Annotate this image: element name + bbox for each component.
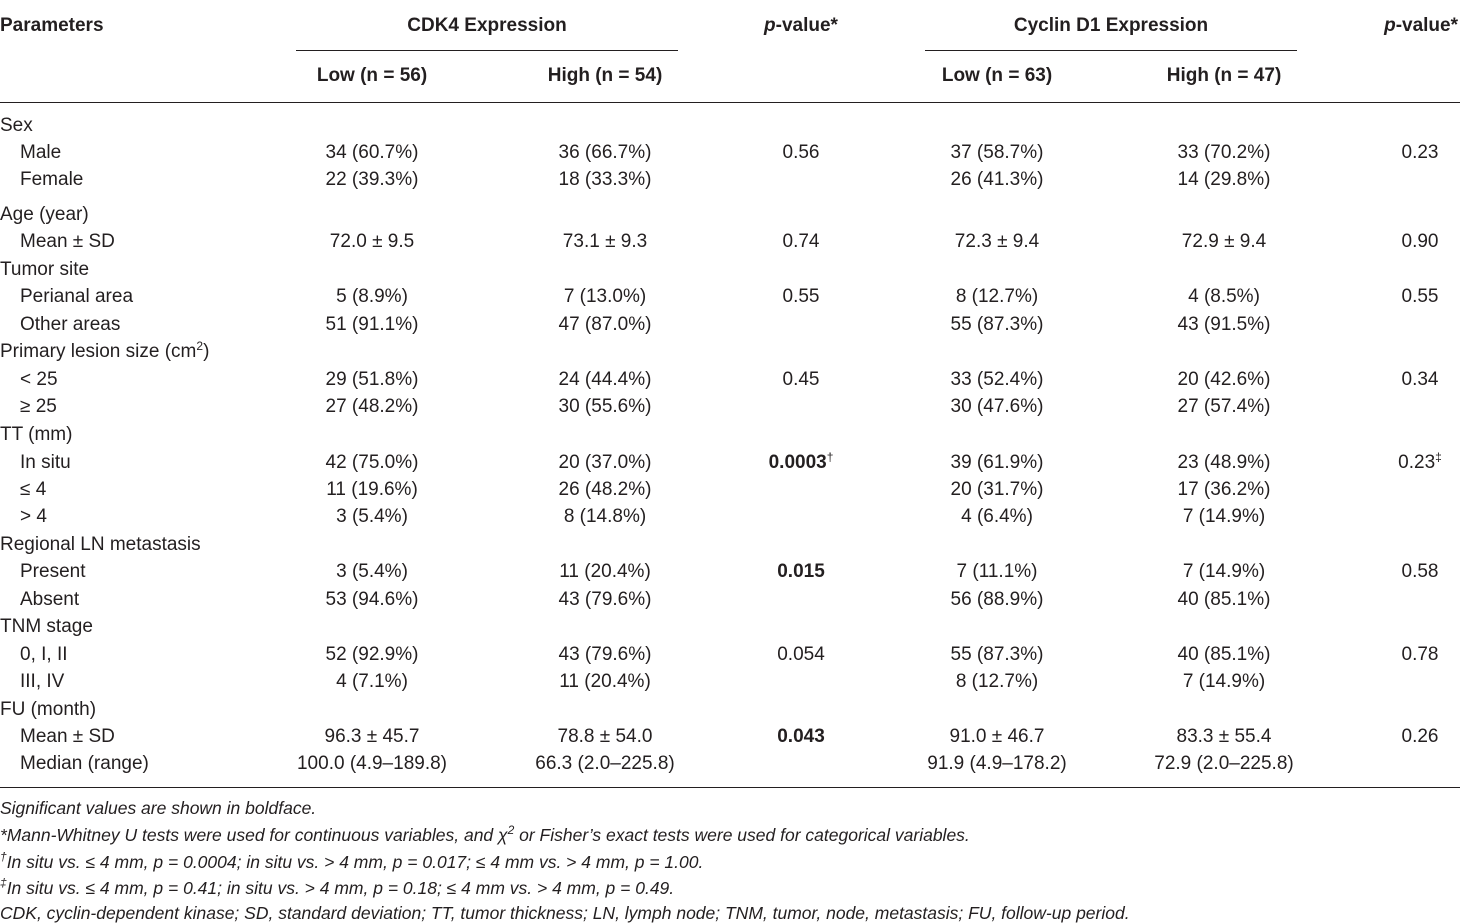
table-cell: 8 (12.7%) [955, 286, 1039, 307]
table-cell: 22 (39.3%) [325, 169, 419, 190]
p-value-cell: 0.74 [782, 231, 820, 252]
p-value-cell: 0.56 [782, 142, 820, 163]
table-cell: 20 (31.7%) [950, 479, 1044, 500]
table-cell: 5 (8.9%) [336, 286, 408, 307]
row-sublabel: 0, I, II [20, 644, 68, 665]
p-value-cell: 0.55 [1401, 286, 1439, 307]
table-cell: 20 (37.0%) [558, 452, 652, 473]
row-category-label: Primary lesion size $(cm^2)$ [0, 339, 210, 362]
header-bottom-rule [0, 102, 1460, 103]
p-value-cell: 0.90 [1401, 231, 1439, 252]
row-sublabel: In situ [20, 452, 71, 473]
p-value-cell: 0.58 [1401, 561, 1439, 582]
table-cell: 100.0 (4.9–189.8) [296, 753, 448, 774]
row-sublabel: ≤ 4 [20, 479, 47, 500]
table-cell: 72.3 ± 9.4 [954, 231, 1040, 252]
table-cell: 33 (52.4%) [950, 369, 1044, 390]
footnote-significant: Significant values are shown in boldface. [0, 798, 317, 818]
header-cyclin-high: High (n = 47) [1166, 65, 1282, 86]
header-cdk4-expression: CDK4 Expression [407, 15, 567, 36]
table-cell: 72.9 (2.0–225.8) [1154, 753, 1294, 774]
row-category-label: TT (mm) [0, 424, 73, 445]
row-sublabel: ≥ 25 [20, 396, 57, 417]
row-sublabel: Present [20, 561, 86, 582]
table-cell: 20 (42.6%) [1177, 369, 1271, 390]
row-sublabel: Male [20, 142, 62, 163]
table-cell: 11 (20.4%) [559, 561, 651, 582]
table-cell: 34 (60.7%) [325, 142, 419, 163]
header-p-value-cyclin: p-value* [1384, 15, 1458, 36]
footnote-abbreviations: CDK, cyclin-dependent kinase; SD, standard deviation; TT, tumor thickness; LN, lymph node; TNM, tumor, node, metastasis; FU, follow-up period. [0, 903, 1130, 923]
table-cell: 42 (75.0%) [325, 452, 419, 473]
header-cdk4-high: High (n = 54) [547, 65, 663, 86]
table-cell: 40 (85.1%) [1177, 589, 1271, 610]
table-cell: 23 (48.9%) [1177, 452, 1271, 473]
table-cell: 56 (88.9%) [950, 589, 1044, 610]
table-cell: 47 (87.0%) [558, 314, 652, 335]
table-cell: 30 (47.6%) [950, 396, 1044, 417]
row-sublabel: Perianal area [20, 286, 134, 307]
row-category-label: TNM stage [0, 616, 93, 637]
p-value-cell: 0.78 [1401, 644, 1439, 665]
table-cell: 51 (91.1%) [325, 314, 419, 335]
header-cdk4-low: Low (n = 56) [316, 65, 428, 86]
row-sublabel: III, IV [20, 671, 65, 692]
table-cell: 8 (14.8%) [563, 506, 647, 527]
table-cell: 24 (44.4%) [558, 369, 652, 390]
p-value-cell: 0.26 [1401, 726, 1439, 747]
table-cell: 26 (48.2%) [558, 479, 652, 500]
table-cell: 43 (91.5%) [1177, 314, 1271, 335]
row-category-label: FU (month) [0, 699, 97, 720]
p-value-cell: 0.55 [782, 286, 820, 307]
row-category-label: Tumor site [0, 259, 90, 280]
row-sublabel: Median (range) [20, 753, 149, 774]
cyclin-span-rule [925, 50, 1297, 51]
table-cell: 78.8 ± 54.0 [557, 726, 653, 747]
table-cell: 39 (61.9%) [950, 452, 1044, 473]
row-sublabel: Mean ± SD [20, 726, 115, 747]
table-cell: 83.3 ± 55.4 [1176, 726, 1272, 747]
table-cell: 43 (79.6%) [558, 589, 652, 610]
table-cell: 36 (66.7%) [558, 142, 652, 163]
p-value-cell: 0.015 [777, 561, 825, 582]
cdk4-span-rule [296, 50, 678, 51]
table-cell: 55 (87.3%) [950, 644, 1044, 665]
footnote-statistics: *Mann-Whitney U tests were used for continuous variables, and $\chi^2$ or Fisher’s exact tests were used for categorical variables. [0, 823, 970, 845]
table-bottom-rule [0, 787, 1460, 788]
table-cell: 18 (33.3%) [558, 169, 652, 190]
table-cell: 52 (92.9%) [325, 644, 419, 665]
table-cell: 26 (41.3%) [950, 169, 1044, 190]
p-value-cell: 0.054 [777, 644, 825, 665]
table-cell: 7 (13.0%) [563, 286, 647, 307]
table-cell: 72.0 ± 9.5 [329, 231, 415, 252]
table-cell: 4 (8.5%) [1188, 286, 1260, 307]
p-value-cell: 0.34 [1401, 369, 1439, 390]
table-cell: 33 (70.2%) [1177, 142, 1271, 163]
table-cell: 14 (29.8%) [1177, 169, 1271, 190]
table-cell: 91.0 ± 46.7 [949, 726, 1045, 747]
table-cell: 11 (20.4%) [559, 671, 651, 692]
table-cell: 4 (7.1%) [336, 671, 408, 692]
table-cell: 4 (6.4%) [961, 506, 1033, 527]
table-cell: 3 (5.4%) [336, 561, 408, 582]
footnote-double-dagger: ‡In situ vs. ≤ 4 mm, p = 0.41; in situ vs. > 4 mm, p = 0.18; ≤ 4 mm vs. > 4 mm, p = 0.49. [0, 876, 675, 898]
row-sublabel: < 25 [20, 369, 58, 390]
table-cell: 30 (55.6%) [558, 396, 652, 417]
table-cell: 91.9 (4.9–178.2) [927, 753, 1067, 774]
header-parameters: Parameters [0, 15, 104, 36]
table-cell: 72.9 ± 9.4 [1181, 231, 1267, 252]
p-value-cell: 0.0003† [768, 450, 834, 473]
p-value-cell: 0.23‡ [1398, 450, 1442, 473]
table-cell: 55 (87.3%) [950, 314, 1044, 335]
header-cyclin-d1-expression: Cyclin D1 Expression [1013, 15, 1209, 36]
row-sublabel: Other areas [20, 314, 121, 335]
table-cell: 96.3 ± 45.7 [324, 726, 420, 747]
table-cell: 7 (14.9%) [1182, 561, 1266, 582]
p-value-cell: 0.23 [1401, 142, 1439, 163]
row-category-label: Sex [0, 115, 33, 136]
table-cell: 3 (5.4%) [336, 506, 408, 527]
table-cell: 27 (57.4%) [1177, 396, 1271, 417]
row-sublabel: > 4 [20, 506, 47, 527]
table-cell: 66.3 (2.0–225.8) [535, 753, 675, 774]
table-cell: 11 (19.6%) [326, 479, 418, 500]
row-category-label: Age (year) [0, 204, 89, 225]
table-cell: 7 (14.9%) [1182, 671, 1266, 692]
row-sublabel: Absent [20, 589, 80, 610]
table-cell: 7 (14.9%) [1182, 506, 1266, 527]
row-category-label: Regional LN metastasis [0, 534, 201, 555]
table-cell: 40 (85.1%) [1177, 644, 1271, 665]
footnote-dagger: †In situ vs. ≤ 4 mm, p = 0.0004; in situ vs. > 4 mm, p = 0.017; ≤ 4 mm vs. > 4 mm, p = 1.00. [0, 850, 704, 872]
header-p-value-cdk4: p-value* [764, 15, 838, 36]
table-cell: 17 (36.2%) [1177, 479, 1271, 500]
table-cell: 8 (12.7%) [955, 671, 1039, 692]
table-cell: 7 (11.1%) [956, 561, 1038, 582]
row-sublabel: Mean ± SD [20, 231, 115, 252]
row-sublabel: Female [20, 169, 84, 190]
table-cell: 73.1 ± 9.3 [562, 231, 648, 252]
header-cyclin-low: Low (n = 63) [941, 65, 1053, 86]
table-cell: 53 (94.6%) [325, 589, 419, 610]
p-value-cell: 0.45 [782, 369, 820, 390]
table-cell: 29 (51.8%) [325, 369, 419, 390]
table-cell: 27 (48.2%) [325, 396, 419, 417]
p-value-cell: 0.043 [777, 726, 825, 747]
table-cell: 37 (58.7%) [950, 142, 1044, 163]
table-cell: 43 (79.6%) [558, 644, 652, 665]
